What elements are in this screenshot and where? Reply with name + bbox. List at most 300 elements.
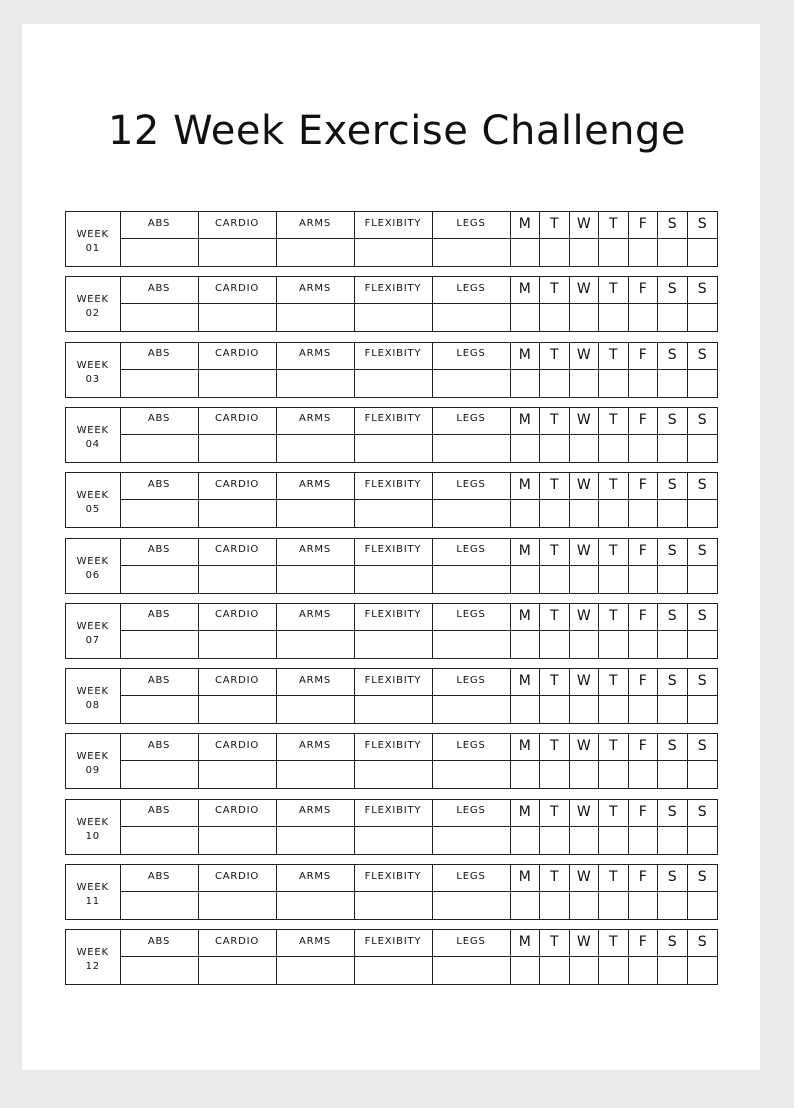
page-title: 12 Week Exercise Challenge	[107, 108, 687, 154]
day-check-cell[interactable]	[658, 696, 688, 723]
category-entry-cell[interactable]	[433, 304, 511, 331]
week-block	[65, 799, 718, 855]
category-entry-cell[interactable]	[121, 370, 199, 397]
week-grid	[121, 604, 718, 658]
day-header: W	[570, 343, 600, 369]
day-header: T	[599, 930, 629, 956]
day-check-cell[interactable]	[599, 500, 629, 527]
week-word: WEEK	[76, 816, 109, 828]
category-entry-cell[interactable]	[121, 239, 199, 266]
week-number: 12	[85, 961, 100, 973]
category-header: CARDIO	[199, 930, 277, 956]
day-header: S	[697, 411, 707, 428]
category-entry-cell[interactable]	[199, 631, 277, 658]
day-check-cell[interactable]	[658, 761, 688, 788]
day-header: M	[511, 930, 541, 956]
day-check-cell[interactable]	[570, 370, 600, 397]
day-check-cell[interactable]	[599, 957, 629, 984]
category-entry-cell[interactable]	[355, 370, 433, 397]
category-entry-cell[interactable]	[277, 827, 355, 854]
category-header: ABS	[121, 865, 199, 891]
day-header: F	[629, 473, 659, 499]
day-header: T	[599, 408, 629, 434]
week-label	[66, 604, 121, 658]
category-entry-cell[interactable]	[121, 696, 199, 723]
day-check-cell[interactable]	[599, 566, 629, 593]
day-check-cell[interactable]	[540, 370, 570, 397]
day-check-cell[interactable]	[511, 761, 541, 788]
day-check-cell[interactable]	[570, 239, 600, 266]
category-header: LEGS	[433, 212, 511, 238]
day-check-cell[interactable]	[570, 761, 600, 788]
week-label	[66, 473, 121, 527]
category-header: ABS	[121, 734, 199, 760]
category-header: ABS	[121, 473, 199, 499]
week-number: 01	[85, 243, 100, 254]
category-header: ABS	[121, 277, 199, 303]
entry-row	[121, 761, 718, 788]
day-header: S	[658, 930, 688, 956]
category-entry-cell[interactable]	[199, 892, 277, 919]
day-check-cell[interactable]	[540, 696, 570, 723]
week-number: 11	[85, 896, 100, 907]
category-entry-cell[interactable]	[199, 435, 277, 462]
category-header: ARMS	[277, 669, 355, 695]
day-check-cell[interactable]	[511, 696, 541, 723]
category-header: ABS	[121, 800, 199, 826]
category-entry-cell[interactable]	[121, 566, 199, 593]
day-header: M	[511, 734, 541, 760]
header-row	[121, 930, 718, 957]
category-entry-cell[interactable]	[121, 761, 199, 788]
week-block	[65, 538, 718, 594]
day-check-cell[interactable]	[570, 631, 600, 658]
entry-row	[121, 239, 718, 266]
day-check-cell[interactable]	[629, 827, 659, 854]
category-header: ARMS	[277, 539, 355, 565]
entry-row	[121, 304, 718, 331]
week-grid	[121, 277, 718, 331]
day-header: W	[570, 865, 600, 891]
day-check-cell[interactable]	[688, 304, 718, 331]
entry-row	[121, 435, 718, 462]
day-check-cell[interactable]	[540, 239, 570, 266]
day-check-cell[interactable]	[570, 696, 600, 723]
week-number: 06	[85, 569, 100, 581]
day-check-cell[interactable]	[629, 892, 659, 919]
category-header: FLEXIBITY	[355, 212, 433, 238]
category-entry-cell[interactable]	[121, 304, 199, 331]
day-header: M	[511, 343, 541, 369]
category-header: LEGS	[433, 865, 511, 891]
day-check-cell[interactable]	[570, 435, 600, 462]
day-check-cell[interactable]	[511, 827, 541, 854]
day-check-cell[interactable]	[688, 631, 718, 658]
category-entry-cell[interactable]	[355, 892, 433, 919]
day-header: T	[540, 343, 570, 369]
day-check-cell[interactable]	[599, 239, 629, 266]
week-number: 03	[85, 373, 100, 385]
category-entry-cell[interactable]	[199, 500, 277, 527]
category-entry-cell[interactable]	[199, 239, 277, 266]
category-entry-cell[interactable]	[355, 566, 433, 593]
day-header: T	[540, 539, 570, 565]
day-check-cell[interactable]	[540, 435, 570, 462]
category-entry-cell[interactable]	[277, 304, 355, 331]
day-check-cell[interactable]	[540, 304, 570, 331]
week-block	[65, 929, 718, 985]
day-header: S	[658, 734, 688, 760]
category-header: ABS	[121, 669, 199, 695]
week-block	[65, 211, 718, 267]
day-header: S	[658, 277, 688, 303]
day-header: M	[511, 539, 541, 565]
category-header: CARDIO	[199, 734, 277, 760]
week-grid	[121, 408, 718, 462]
day-check-cell[interactable]	[688, 892, 718, 919]
day-header: T	[599, 800, 629, 826]
category-entry-cell[interactable]	[355, 696, 433, 723]
day-check-cell[interactable]	[688, 370, 718, 397]
category-entry-cell[interactable]	[121, 827, 199, 854]
category-entry-cell[interactable]	[433, 892, 511, 919]
day-header: M	[511, 212, 541, 238]
category-header: LEGS	[433, 604, 511, 630]
day-header: W	[570, 930, 600, 956]
day-header: F	[629, 930, 659, 956]
category-header: LEGS	[433, 800, 511, 826]
day-header: M	[511, 865, 541, 891]
day-header: F	[629, 604, 659, 630]
day-check-cell[interactable]	[658, 435, 688, 462]
day-header: W	[570, 604, 600, 630]
day-check-cell[interactable]	[570, 892, 600, 919]
day-header: S	[658, 604, 688, 630]
category-header: LEGS	[433, 343, 511, 369]
entry-row	[121, 696, 718, 723]
category-header: FLEXIBITY	[355, 343, 433, 369]
header-row	[121, 865, 718, 892]
day-header: S	[697, 477, 707, 494]
day-header: M	[511, 277, 541, 303]
day-check-cell[interactable]	[658, 239, 688, 266]
day-check-cell[interactable]	[658, 631, 688, 658]
category-header: FLEXIBITY	[355, 669, 433, 695]
category-entry-cell[interactable]	[433, 239, 511, 266]
day-check-cell[interactable]	[540, 957, 570, 984]
day-header: S	[697, 934, 707, 951]
day-check-cell[interactable]	[688, 761, 718, 788]
category-entry-cell[interactable]	[199, 827, 277, 854]
week-label	[66, 930, 121, 984]
week-word: WEEK	[76, 359, 109, 371]
day-check-cell[interactable]	[629, 370, 659, 397]
day-check-cell[interactable]	[540, 631, 570, 658]
week-block	[65, 668, 718, 724]
week-number: 08	[85, 700, 100, 712]
category-header: LEGS	[433, 539, 511, 565]
day-check-cell[interactable]	[629, 500, 659, 527]
day-check-cell[interactable]	[658, 892, 688, 919]
category-entry-cell[interactable]	[199, 566, 277, 593]
day-check-cell[interactable]	[511, 239, 541, 266]
day-header: F	[629, 669, 659, 695]
category-entry-cell[interactable]	[433, 500, 511, 527]
category-header: ABS	[121, 604, 199, 630]
week-label	[66, 539, 121, 593]
category-header: CARDIO	[199, 604, 277, 630]
category-entry-cell[interactable]	[121, 500, 199, 527]
category-entry-cell[interactable]	[277, 566, 355, 593]
day-check-cell[interactable]	[658, 957, 688, 984]
day-header: M	[511, 408, 541, 434]
day-header: F	[629, 212, 659, 238]
category-header: ARMS	[277, 277, 355, 303]
category-header: CARDIO	[199, 800, 277, 826]
day-header: W	[570, 408, 600, 434]
day-check-cell[interactable]	[629, 957, 659, 984]
category-entry-cell[interactable]	[355, 957, 433, 984]
day-check-cell[interactable]	[570, 827, 600, 854]
category-header: ARMS	[277, 865, 355, 891]
day-header: S	[658, 539, 688, 565]
day-check-cell[interactable]	[511, 304, 541, 331]
category-entry-cell[interactable]	[277, 370, 355, 397]
day-check-cell[interactable]	[688, 500, 718, 527]
week-word: WEEK	[76, 424, 109, 436]
day-header: T	[540, 604, 570, 630]
day-header: S	[658, 212, 688, 238]
day-check-cell[interactable]	[688, 566, 718, 593]
header-row	[121, 408, 718, 435]
day-check-cell[interactable]	[540, 761, 570, 788]
day-check-cell[interactable]	[658, 500, 688, 527]
day-check-cell[interactable]	[629, 631, 659, 658]
category-entry-cell[interactable]	[355, 239, 433, 266]
day-check-cell[interactable]	[570, 957, 600, 984]
category-entry-cell[interactable]	[355, 500, 433, 527]
category-entry-cell[interactable]	[277, 500, 355, 527]
category-entry-cell[interactable]	[355, 827, 433, 854]
day-check-cell[interactable]	[599, 827, 629, 854]
header-row	[121, 277, 718, 304]
week-grid	[121, 800, 718, 854]
day-check-cell[interactable]	[511, 500, 541, 527]
category-header: FLEXIBITY	[355, 408, 433, 434]
day-check-cell[interactable]	[688, 696, 718, 723]
day-header: S	[697, 216, 707, 232]
day-header: T	[540, 669, 570, 695]
day-header: T	[540, 408, 570, 434]
week-number: 05	[85, 504, 100, 516]
entry-row	[121, 827, 718, 854]
week-word: WEEK	[76, 229, 109, 240]
day-header: W	[570, 212, 600, 238]
day-header: T	[540, 277, 570, 303]
category-header: FLEXIBITY	[355, 604, 433, 630]
day-check-cell[interactable]	[511, 631, 541, 658]
day-check-cell[interactable]	[629, 761, 659, 788]
category-entry-cell[interactable]	[433, 631, 511, 658]
category-entry-cell[interactable]	[433, 370, 511, 397]
header-row	[121, 212, 718, 239]
week-block	[65, 733, 718, 789]
category-header: FLEXIBITY	[355, 539, 433, 565]
entry-row	[121, 566, 718, 593]
day-check-cell[interactable]	[511, 957, 541, 984]
header-row	[121, 604, 718, 631]
week-number: 02	[85, 308, 100, 320]
category-entry-cell[interactable]	[433, 435, 511, 462]
day-header: S	[658, 669, 688, 695]
day-header: W	[570, 734, 600, 760]
day-header: T	[599, 277, 629, 303]
week-grid	[121, 473, 718, 527]
header-row	[121, 343, 718, 370]
category-entry-cell[interactable]	[199, 696, 277, 723]
category-entry-cell[interactable]	[121, 892, 199, 919]
day-check-cell[interactable]	[629, 435, 659, 462]
category-entry-cell[interactable]	[277, 957, 355, 984]
week-block	[65, 864, 718, 920]
category-header: ABS	[121, 408, 199, 434]
category-header: LEGS	[433, 734, 511, 760]
day-check-cell[interactable]	[629, 566, 659, 593]
day-header: T	[540, 800, 570, 826]
day-check-cell[interactable]	[688, 239, 718, 266]
day-header: F	[629, 734, 659, 760]
day-header: F	[629, 408, 659, 434]
week-label	[66, 212, 121, 266]
category-entry-cell[interactable]	[355, 304, 433, 331]
day-header: T	[599, 212, 629, 238]
day-check-cell[interactable]	[570, 566, 600, 593]
category-header: ARMS	[277, 930, 355, 956]
day-check-cell[interactable]	[599, 435, 629, 462]
entry-row	[121, 957, 718, 984]
day-check-cell[interactable]	[511, 566, 541, 593]
day-header: S	[658, 343, 688, 369]
day-header: F	[629, 277, 659, 303]
category-header: ARMS	[277, 408, 355, 434]
week-word: WEEK	[76, 490, 109, 502]
day-check-cell[interactable]	[540, 827, 570, 854]
category-entry-cell[interactable]	[199, 761, 277, 788]
category-entry-cell[interactable]	[433, 957, 511, 984]
day-check-cell[interactable]	[540, 566, 570, 593]
week-grid	[121, 343, 718, 397]
day-header: S	[697, 346, 707, 363]
day-header: F	[629, 865, 659, 891]
category-header: ARMS	[277, 734, 355, 760]
category-entry-cell[interactable]	[433, 761, 511, 788]
header-row	[121, 734, 718, 761]
day-header: W	[570, 539, 600, 565]
day-check-cell[interactable]	[658, 566, 688, 593]
day-check-cell[interactable]	[629, 696, 659, 723]
category-entry-cell[interactable]	[121, 957, 199, 984]
day-check-cell[interactable]	[658, 827, 688, 854]
category-entry-cell[interactable]	[121, 435, 199, 462]
category-header: FLEXIBITY	[355, 277, 433, 303]
category-entry-cell[interactable]	[121, 631, 199, 658]
category-entry-cell[interactable]	[199, 957, 277, 984]
day-check-cell[interactable]	[540, 892, 570, 919]
week-word: WEEK	[76, 947, 109, 959]
day-check-cell[interactable]	[629, 239, 659, 266]
day-header: F	[629, 800, 659, 826]
day-check-cell[interactable]	[599, 696, 629, 723]
category-entry-cell[interactable]	[277, 239, 355, 266]
category-entry-cell[interactable]	[355, 631, 433, 658]
day-header: S	[697, 803, 707, 820]
day-header: T	[540, 865, 570, 891]
week-word: WEEK	[76, 294, 109, 306]
day-check-cell[interactable]	[658, 370, 688, 397]
day-check-cell[interactable]	[599, 631, 629, 658]
category-entry-cell[interactable]	[433, 696, 511, 723]
category-header: ARMS	[277, 800, 355, 826]
category-entry-cell[interactable]	[355, 435, 433, 462]
day-check-cell[interactable]	[599, 892, 629, 919]
day-check-cell[interactable]	[511, 370, 541, 397]
category-entry-cell[interactable]	[277, 892, 355, 919]
day-header: S	[697, 607, 707, 624]
category-entry-cell[interactable]	[277, 435, 355, 462]
day-header: T	[599, 539, 629, 565]
day-header: M	[511, 473, 541, 499]
category-entry-cell[interactable]	[199, 304, 277, 331]
day-check-cell[interactable]	[599, 761, 629, 788]
day-check-cell[interactable]	[511, 435, 541, 462]
category-entry-cell[interactable]	[433, 566, 511, 593]
day-header: W	[570, 669, 600, 695]
day-check-cell[interactable]	[570, 304, 600, 331]
category-entry-cell[interactable]	[355, 761, 433, 788]
category-entry-cell[interactable]	[433, 827, 511, 854]
category-header: FLEXIBITY	[355, 473, 433, 499]
category-entry-cell[interactable]	[277, 631, 355, 658]
day-check-cell[interactable]	[629, 304, 659, 331]
day-check-cell[interactable]	[540, 500, 570, 527]
category-entry-cell[interactable]	[199, 370, 277, 397]
entry-row	[121, 500, 718, 527]
day-check-cell[interactable]	[511, 892, 541, 919]
week-grid	[121, 734, 718, 788]
day-check-cell[interactable]	[688, 957, 718, 984]
week-number: 04	[85, 438, 100, 450]
day-header: S	[697, 738, 707, 755]
category-entry-cell[interactable]	[277, 761, 355, 788]
category-header: FLEXIBITY	[355, 865, 433, 891]
day-check-cell[interactable]	[599, 304, 629, 331]
category-header: LEGS	[433, 277, 511, 303]
day-check-cell[interactable]	[688, 435, 718, 462]
day-check-cell[interactable]	[570, 500, 600, 527]
day-check-cell[interactable]	[599, 370, 629, 397]
day-check-cell[interactable]	[688, 827, 718, 854]
category-header: CARDIO	[199, 539, 277, 565]
week-number: 09	[85, 765, 100, 777]
category-header: CARDIO	[199, 669, 277, 695]
day-header: S	[658, 800, 688, 826]
day-check-cell[interactable]	[658, 304, 688, 331]
header-row	[121, 539, 718, 566]
category-header: ARMS	[277, 604, 355, 630]
category-entry-cell[interactable]	[277, 696, 355, 723]
category-header: CARDIO	[199, 212, 277, 238]
category-header: LEGS	[433, 930, 511, 956]
